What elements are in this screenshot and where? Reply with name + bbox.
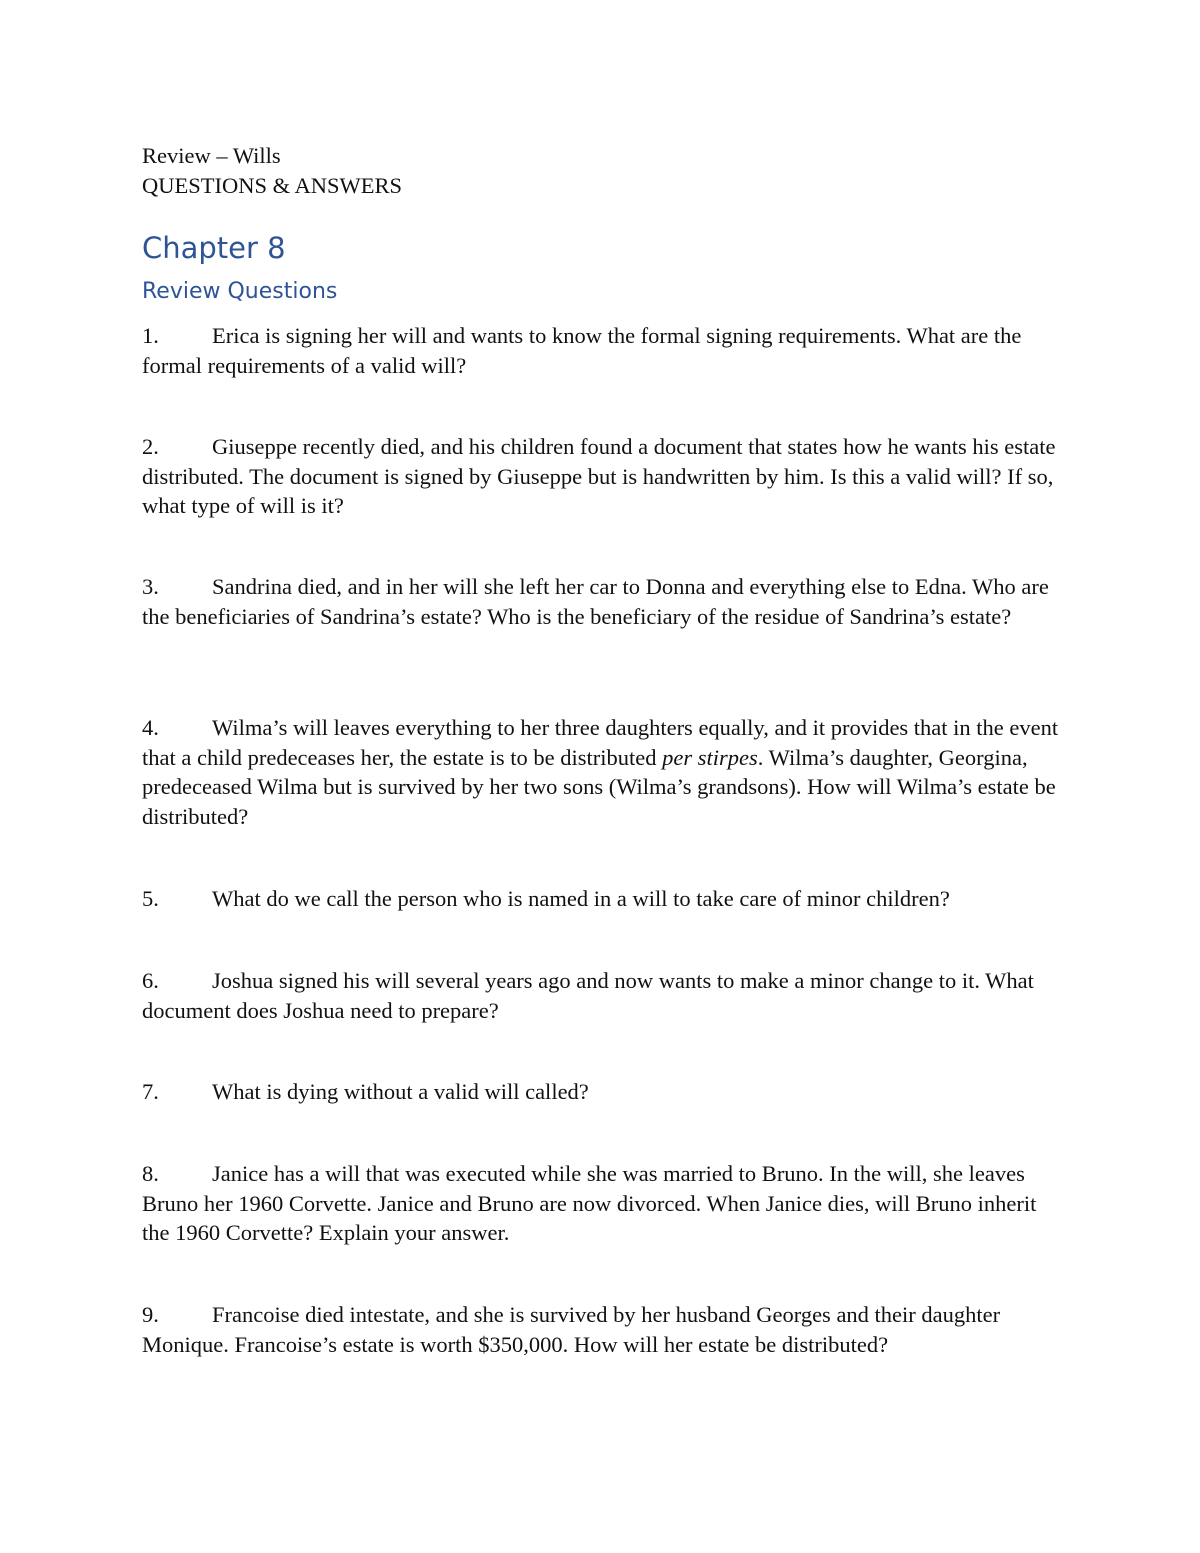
question-5: [142, 884, 1062, 914]
question-4: [142, 713, 1062, 831]
document-header-subtitle: QUESTIONS & ANSWERS: [142, 173, 403, 198]
question-3: [142, 572, 1062, 631]
question-text: What is dying without a valid will called?: [212, 1079, 589, 1104]
section-heading: Review Questions: [142, 279, 338, 304]
question-number: 4.: [142, 715, 159, 740]
question-text: Erica is signing her will and wants to know the formal signing requirements. What are the formal requirements of a valid will?: [142, 323, 1022, 378]
question-text: Janice has a will that was executed while she was married to Bruno. In the will, she leaves Bruno her 1960 Corvette. Janice and Bruno are now divorced. When Janice dies, will Bruno inherit the 1960 Corvette? Explain your answer.: [142, 1161, 1037, 1245]
question-8: [142, 1159, 1062, 1248]
question-text: Joshua signed his will several years ago and now wants to make a minor change to it. What document does Joshua need to prepare?: [142, 968, 1034, 1023]
question-2: [142, 432, 1062, 521]
question-number: 9.: [142, 1302, 159, 1327]
question-6: [142, 966, 1062, 1025]
question-9: [142, 1300, 1062, 1359]
document-header-title: Review – Wills: [142, 143, 281, 168]
question-text: Sandrina died, and in her will she left her car to Donna and everything else to Edna. Who are the beneficiaries of Sandrina’s estate? Who is the beneficiary of the residue of Sandrina’s estate?: [142, 574, 1049, 629]
question-text-after: . Wilma’s daughter, Georgina, predeceased Wilma but is survived by her two sons (Wilma’s grandsons). How will Wilma’s estate be distributed?: [142, 744, 1056, 829]
question-number: 5.: [142, 886, 159, 911]
question-text: Francoise died intestate, and she is survived by her husband Georges and their daughter Monique. Francoise’s estate is worth $350,000. How will her estate be distributed?: [142, 1302, 1001, 1357]
question-number: 7.: [142, 1079, 159, 1104]
question-number: 8.: [142, 1161, 159, 1186]
question-number: 3.: [142, 574, 159, 599]
question-text: What do we call the person who is named in a will to take care of minor children?: [212, 886, 950, 911]
question-number: 1.: [142, 323, 159, 348]
question-text: Giuseppe recently died, and his children found a document that states how he wants his estate distributed. The document is signed by Giuseppe but is handwritten by him. Is this a valid will? If so, what type of will is it?: [142, 434, 1056, 518]
question-text-emphasis: per stirpes: [662, 744, 758, 770]
document-page: [142, 141, 1062, 1357]
question-7: [142, 1077, 1062, 1107]
chapter-heading: Chapter 8: [142, 231, 286, 265]
question-number: 2.: [142, 434, 159, 459]
question-1: [142, 321, 1062, 380]
question-number: 6.: [142, 968, 159, 993]
question-text-before: Wilma’s will leaves everything to her three daughters equally, and it provides that in the event that a child predeceases her, the estate is to be distributed: [142, 715, 1059, 770]
